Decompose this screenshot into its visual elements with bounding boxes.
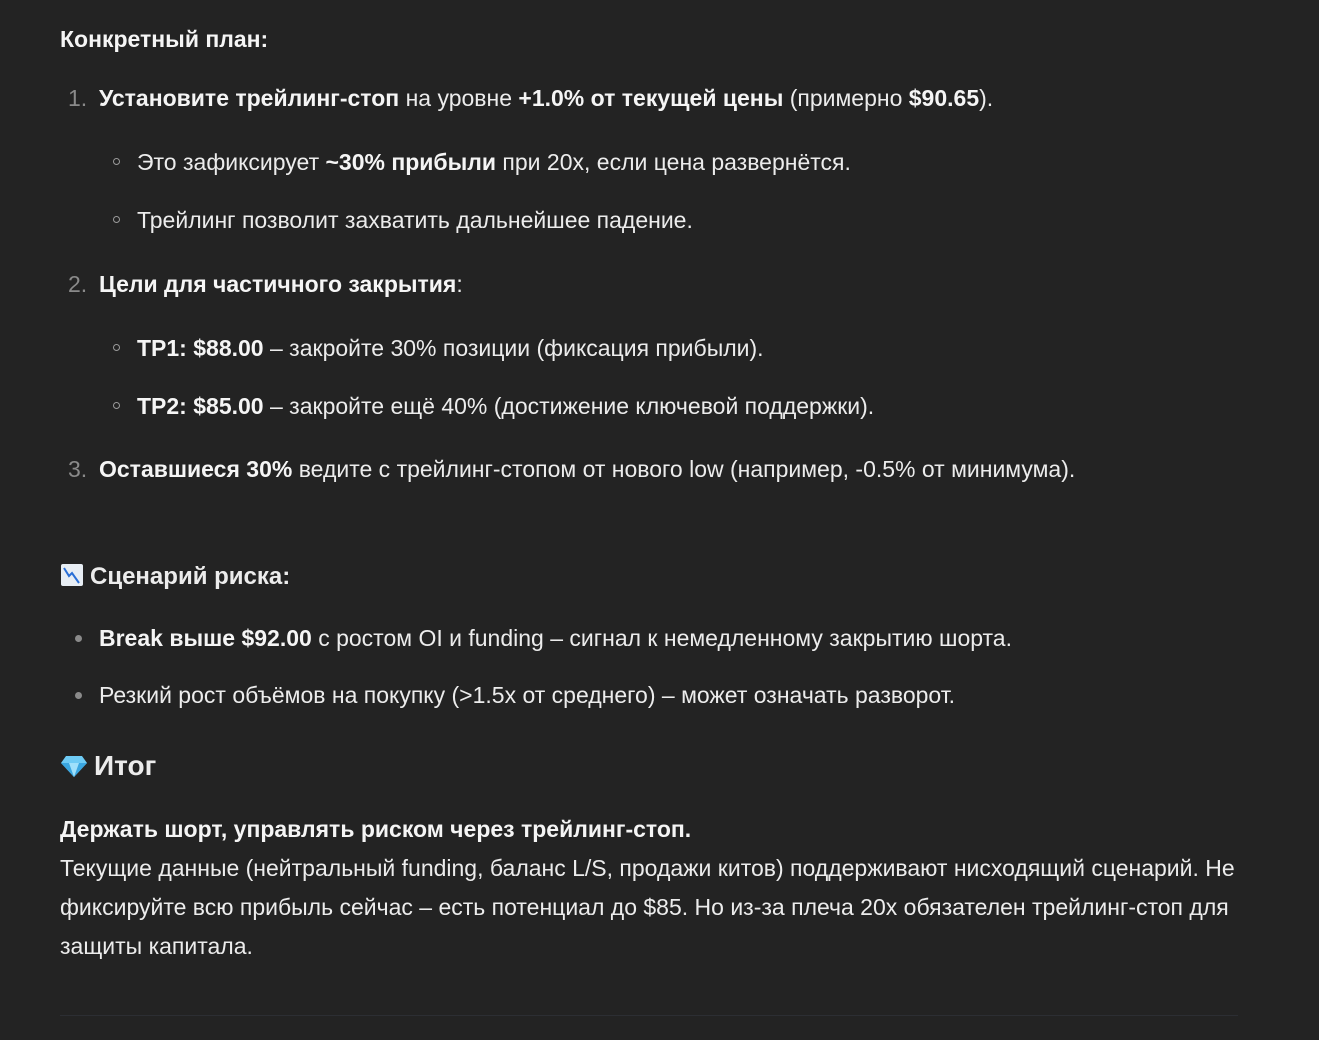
- bullet-dot: [75, 635, 82, 642]
- bullet-dot: [75, 692, 82, 699]
- bold-text: Цели для частичного закрытия: [99, 271, 457, 297]
- summary-heading: Итог: [60, 746, 1240, 788]
- step-1-sub-2: [137, 201, 1317, 240]
- step-number: 1.: [68, 85, 88, 111]
- text: – закройте ещё 40% (достижение ключевой поддержки).: [263, 393, 875, 419]
- bold-text: +1.0% от текущей цены: [518, 85, 784, 111]
- text: ).: [979, 85, 994, 111]
- divider: [60, 1015, 1238, 1016]
- step-number: 3.: [68, 456, 88, 482]
- risk-item-1: [99, 619, 1279, 658]
- text: при 20x, если цена развернётся.: [496, 149, 851, 175]
- gem-icon: [60, 749, 88, 788]
- bold-text: TP2: $85.00: [137, 393, 264, 419]
- plan-heading: Конкретный план:: [60, 26, 269, 52]
- text: – закройте 30% позиции (фиксация прибыли).: [263, 335, 764, 361]
- text: ведите с трейлинг-стопом от нового low (например, -0.5% от минимума).: [292, 456, 1076, 482]
- bullet-circle: [113, 216, 120, 223]
- bold-text: Установите трейлинг-стоп: [99, 85, 400, 111]
- text: Резкий рост объёмов на покупку (>1.5x от среднего) – может означать разворот.: [99, 682, 956, 708]
- chart-decreasing-icon: [60, 560, 84, 599]
- text: на уровне: [399, 85, 519, 111]
- step-1-sub-1: [137, 143, 1317, 182]
- summary-text: Текущие данные (нейтральный funding, баланс L/S, продажи китов) поддерживают нисходящий сценарий. Не фиксируйте всю прибыль сейчас – есть потенциал до $85. Но из-за плеча 20x обязателен трейлинг-стоп для защиты капитала.: [60, 855, 1235, 959]
- step-1: [68, 79, 1219, 118]
- step-2: [68, 265, 1219, 304]
- text: Трейлинг позволит захватить дальнейшее падение.: [137, 207, 693, 233]
- step-2-sub-2: [137, 387, 1317, 426]
- bullet-circle: [113, 344, 120, 351]
- bold-text: ~30% прибыли: [325, 149, 497, 175]
- text: Это зафиксирует: [137, 149, 326, 175]
- step-2-sub-1: [137, 329, 1317, 368]
- bullet-circle: [113, 402, 120, 409]
- text: (примерно: [783, 85, 909, 111]
- text: :: [456, 271, 463, 297]
- bold-text: TP1: $88.00: [137, 335, 264, 361]
- text: с ростом OI и funding – сигнал к немедленному закрытию шорта.: [311, 625, 1012, 651]
- bold-text: $90.65: [908, 85, 980, 111]
- bullet-circle: [113, 158, 120, 165]
- bold-text: Break выше $92.00: [99, 625, 312, 651]
- summary-bold: Держать шорт, управлять риском через трейлинг-стоп.: [60, 816, 692, 842]
- step-3: [68, 450, 1119, 489]
- step-number: 2.: [68, 271, 88, 297]
- bold-text: Оставшиеся 30%: [99, 456, 293, 482]
- risk-item-2: [99, 676, 1279, 715]
- risk-heading: Сценарий риска:: [60, 557, 1240, 599]
